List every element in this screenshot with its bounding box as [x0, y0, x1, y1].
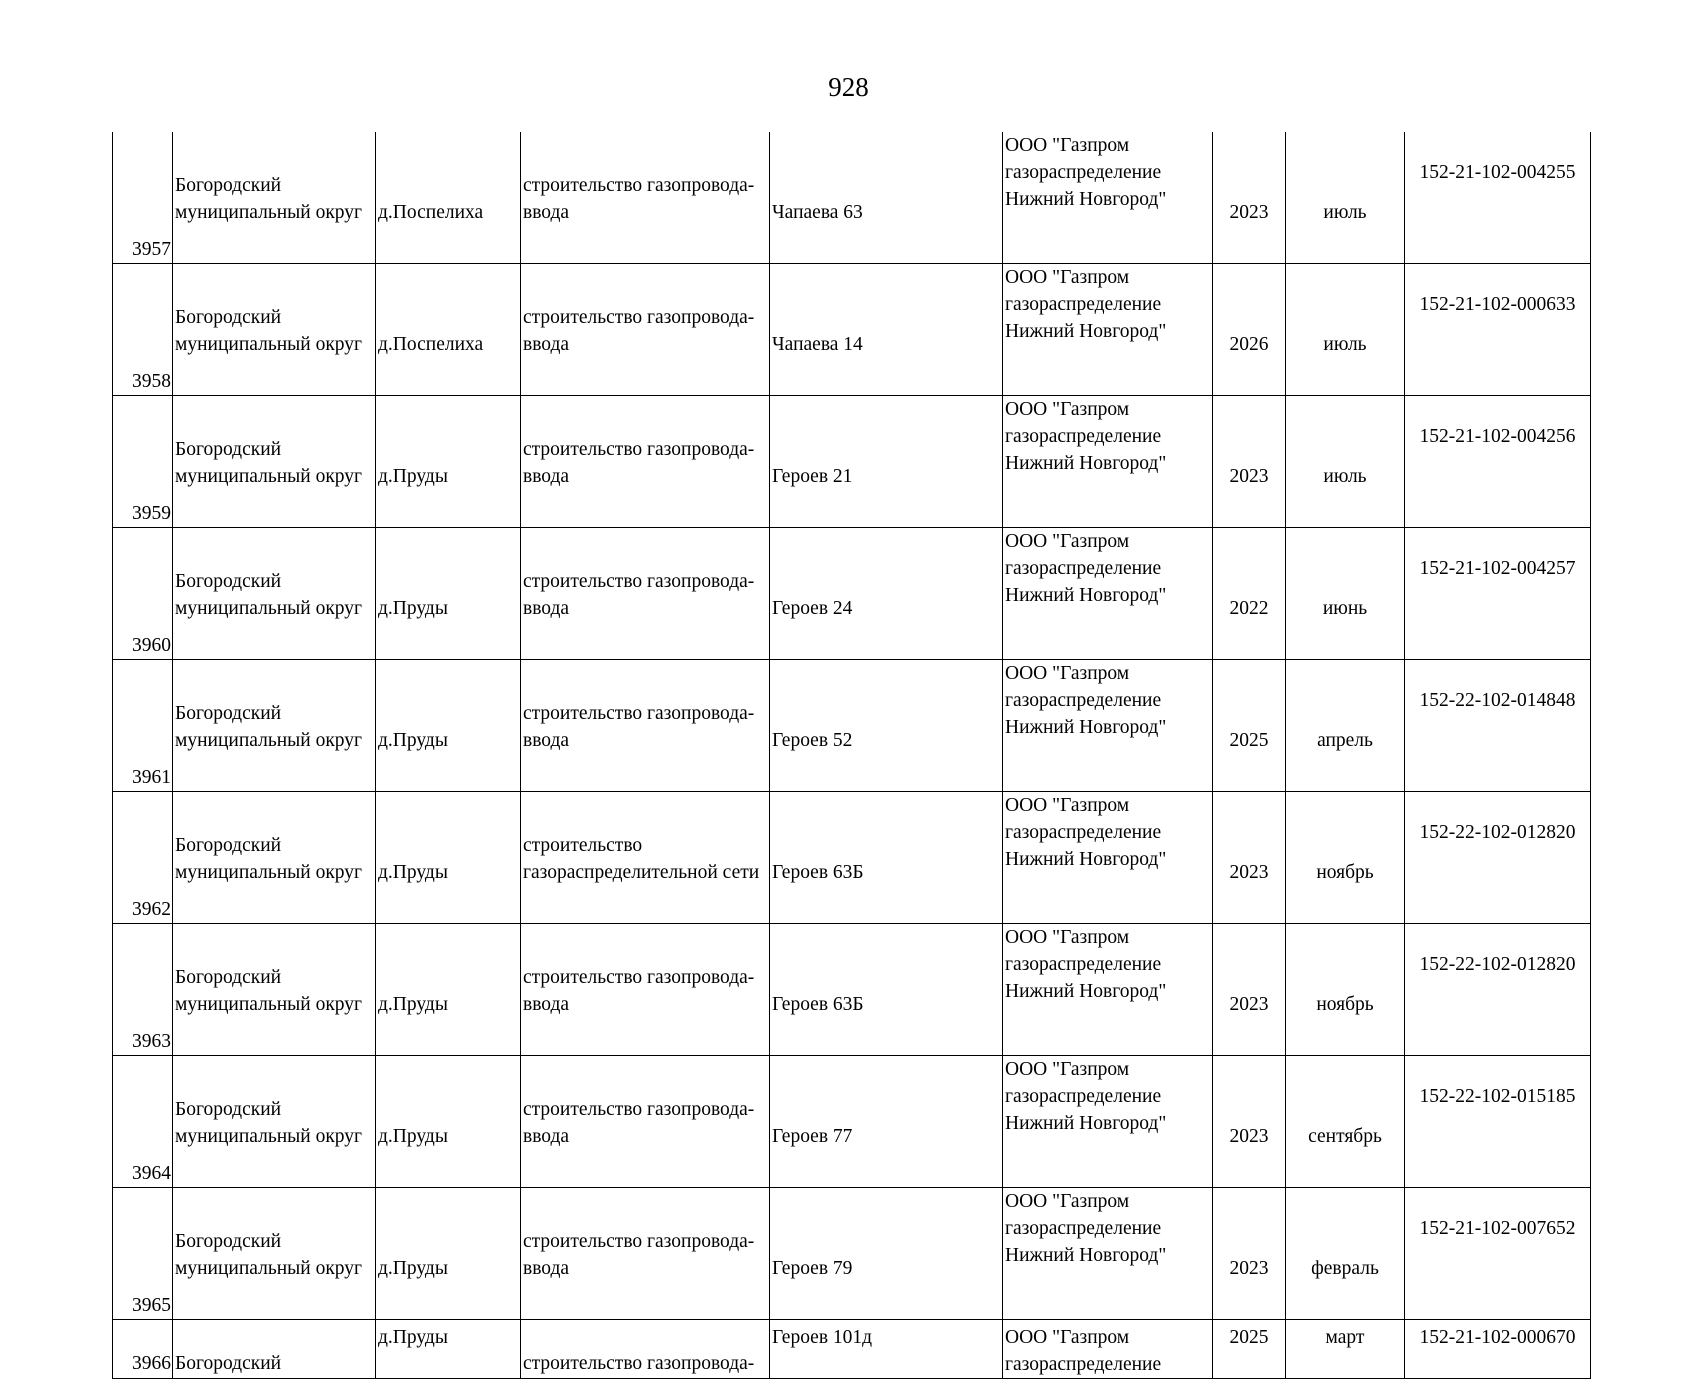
row-number: 3962 — [113, 792, 173, 924]
page-number: 928 — [828, 72, 869, 102]
village-cell: д.Пруды — [376, 528, 521, 660]
table-row — [113, 792, 1591, 924]
work-type-cell-line: строительство газопровода- — [523, 570, 755, 592]
district-cell-line: Богородский — [175, 966, 282, 988]
district-cell-line: муниципальный округ — [175, 1125, 363, 1147]
organization-cell-line: Нижний Новгород" — [1005, 1113, 1167, 1134]
organization-cell-line: ООО "Газпром — [1005, 1059, 1130, 1080]
year-cell: 2023 — [1213, 396, 1286, 528]
work-type-cell-line: строительство газопровода- — [523, 438, 755, 460]
district-cell-line: муниципальный округ — [175, 597, 363, 619]
district-cell-line: Богородский — [175, 174, 282, 196]
organization-cell-line: газораспределение — [1005, 162, 1162, 183]
organization-cell-line: газораспределение — [1005, 822, 1162, 843]
code-cell: 152-21-102-004257 — [1405, 528, 1591, 660]
code-cell: 152-22-102-014848 — [1405, 660, 1591, 792]
organization-cell — [1003, 396, 1213, 528]
district-cell — [173, 396, 376, 528]
village-cell: д.Пруды — [376, 1056, 521, 1188]
district-cell-line: муниципальный округ — [175, 861, 363, 883]
organization-cell-line: Нижний Новгород" — [1005, 1245, 1167, 1266]
district-cell — [173, 264, 376, 396]
table-row — [113, 660, 1591, 792]
year-cell: 2023 — [1213, 1056, 1286, 1188]
table-body — [113, 132, 1591, 1379]
year-cell: 2026 — [1213, 264, 1286, 396]
work-type-cell-line: ввода — [523, 465, 570, 487]
address-cell: Героев 52 — [770, 660, 1003, 792]
work-type-cell-line: строительство газопровода- — [523, 1098, 755, 1120]
district-cell — [173, 528, 376, 660]
organization-cell-line: ООО "Газпром — [1005, 795, 1130, 816]
month-cell: ноябрь — [1286, 792, 1405, 924]
work-type-cell-line: строительство газопровода- — [523, 174, 755, 196]
address-cell: Героев 24 — [770, 528, 1003, 660]
district-cell: Богородский — [173, 1320, 376, 1379]
month-cell: февраль — [1286, 1188, 1405, 1320]
organization-cell — [1003, 924, 1213, 1056]
year-cell: 2023 — [1213, 924, 1286, 1056]
work-type-cell-line: ввода — [523, 993, 570, 1015]
district-cell-line: Богородский — [175, 1230, 282, 1252]
organization-cell-line: ООО "Газпром — [1005, 399, 1130, 420]
year-cell: 2023 — [1213, 1188, 1286, 1320]
district-cell-line: муниципальный округ — [175, 201, 363, 223]
work-type-cell-line: ввода — [523, 729, 570, 751]
organization-cell-line: Нижний Новгород" — [1005, 189, 1167, 210]
month-cell: апрель — [1286, 660, 1405, 792]
organization-cell — [1003, 1188, 1213, 1320]
address-cell: Героев 77 — [770, 1056, 1003, 1188]
work-type-cell-line: строительство газопровода- — [523, 1230, 755, 1252]
table-row — [113, 1188, 1591, 1320]
row-number: 3960 — [113, 528, 173, 660]
work-type-cell — [521, 792, 770, 924]
code-cell: 152-22-102-012820 — [1405, 924, 1591, 1056]
code-cell: 152-21-102-004255 — [1405, 132, 1591, 264]
work-type-cell-line: строительство — [523, 834, 643, 856]
work-type-cell-line: ввода — [523, 597, 570, 619]
code-cell: 152-21-102-007652 — [1405, 1188, 1591, 1320]
code-cell: 152-21-102-000670 — [1405, 1320, 1591, 1379]
month-cell: март — [1286, 1320, 1405, 1379]
district-cell-line: муниципальный округ — [175, 993, 363, 1015]
code-cell: 152-21-102-000633 — [1405, 264, 1591, 396]
organization-cell — [1003, 528, 1213, 660]
work-type-cell-line: ввода — [523, 1257, 570, 1279]
row-number: 3965 — [113, 1188, 173, 1320]
work-type-cell: строительство газопровода- — [521, 1320, 770, 1379]
organization-cell-line: газораспределение — [1005, 294, 1162, 315]
month-cell: июль — [1286, 396, 1405, 528]
month-cell: июнь — [1286, 528, 1405, 660]
gasification-table — [112, 132, 1591, 1379]
organization-cell-line: газораспределение — [1005, 426, 1162, 447]
table-row — [113, 528, 1591, 660]
organization-cell-line: Нижний Новгород" — [1005, 849, 1167, 870]
organization-cell — [1003, 660, 1213, 792]
organization-cell-line: газораспределение — [1005, 954, 1162, 975]
organization-cell-line: Нижний Новгород" — [1005, 321, 1167, 342]
work-type-cell — [521, 660, 770, 792]
month-cell: июль — [1286, 132, 1405, 264]
month-cell: сентябрь — [1286, 1056, 1405, 1188]
month-cell: ноябрь — [1286, 924, 1405, 1056]
village-cell: д.Пруды — [376, 660, 521, 792]
organization-cell — [1003, 1056, 1213, 1188]
table-row — [113, 1320, 1591, 1379]
village-cell: д.Поспелиха — [376, 264, 521, 396]
work-type-cell — [521, 1056, 770, 1188]
table-row — [113, 924, 1591, 1056]
village-cell: д.Пруды — [376, 396, 521, 528]
work-type-cell-line: строительство газопровода- — [523, 966, 755, 988]
table-row — [113, 264, 1591, 396]
organization-cell — [1003, 1320, 1213, 1379]
gasification-table-wrapper — [112, 132, 1590, 1375]
work-type-cell-line: ввода — [523, 201, 570, 223]
row-number: 3963 — [113, 924, 173, 1056]
district-cell-line: муниципальный округ — [175, 729, 363, 751]
village-cell: д.Пруды — [376, 1320, 521, 1379]
district-cell-line: Богородский — [175, 834, 282, 856]
village-cell: д.Пруды — [376, 924, 521, 1056]
address-cell: Героев 63Б — [770, 924, 1003, 1056]
district-cell-line: Богородский — [175, 570, 282, 592]
district-cell — [173, 924, 376, 1056]
row-number: 3964 — [113, 1056, 173, 1188]
district-cell-line: Богородский — [175, 702, 282, 724]
organization-cell-line: ООО "Газпром — [1005, 927, 1130, 948]
organization-cell-line: ООО "Газпром — [1005, 1327, 1130, 1348]
organization-cell-line: газораспределение — [1005, 690, 1162, 711]
address-cell: Героев 63Б — [770, 792, 1003, 924]
work-type-cell-line: ввода — [523, 1125, 570, 1147]
work-type-cell — [521, 264, 770, 396]
district-cell-line: муниципальный округ — [175, 465, 363, 487]
table-row — [113, 1056, 1591, 1188]
village-cell: д.Пруды — [376, 1188, 521, 1320]
organization-cell-line: ООО "Газпром — [1005, 135, 1130, 156]
address-cell: Чапаева 63 — [770, 132, 1003, 264]
year-cell: 2023 — [1213, 792, 1286, 924]
district-cell — [173, 1056, 376, 1188]
work-type-cell-line: ввода — [523, 333, 570, 355]
organization-cell-line: ООО "Газпром — [1005, 267, 1130, 288]
code-cell: 152-21-102-004256 — [1405, 396, 1591, 528]
district-cell-line: муниципальный округ — [175, 1257, 363, 1279]
district-cell-line: Богородский — [175, 1098, 282, 1120]
district-cell-line: муниципальный округ — [175, 333, 363, 355]
district-cell-line: Богородский — [175, 306, 282, 328]
work-type-cell-line: строительство газопровода- — [523, 702, 755, 724]
table-row — [113, 132, 1591, 264]
district-cell — [173, 660, 376, 792]
work-type-cell-line: газораспределительной сети — [523, 861, 760, 883]
work-type-cell-line: строительство газопровода- — [523, 306, 755, 328]
year-cell: 2023 — [1213, 132, 1286, 264]
table-row — [113, 396, 1591, 528]
organization-cell — [1003, 132, 1213, 264]
work-type-cell — [521, 132, 770, 264]
organization-cell-line: Нижний Новгород" — [1005, 981, 1167, 1002]
address-cell: Героев 21 — [770, 396, 1003, 528]
village-cell: д.Поспелиха — [376, 132, 521, 264]
address-cell: Героев 101д — [770, 1320, 1003, 1379]
code-cell: 152-22-102-012820 — [1405, 792, 1591, 924]
address-cell: Героев 79 — [770, 1188, 1003, 1320]
village-cell: д.Пруды — [376, 792, 521, 924]
district-cell — [173, 1188, 376, 1320]
organization-cell-line: газораспределение — [1005, 1086, 1162, 1107]
organization-cell — [1003, 792, 1213, 924]
district-cell-line: Богородский — [175, 438, 282, 460]
organization-cell-line: ООО "Газпром — [1005, 663, 1130, 684]
organization-cell-line: ООО "Газпром — [1005, 531, 1130, 552]
row-number: 3961 — [113, 660, 173, 792]
code-cell: 152-22-102-015185 — [1405, 1056, 1591, 1188]
district-cell — [173, 792, 376, 924]
year-cell: 2025 — [1213, 660, 1286, 792]
work-type-cell — [521, 1188, 770, 1320]
work-type-cell — [521, 924, 770, 1056]
row-number: 3966 — [113, 1320, 173, 1379]
row-number: 3959 — [113, 396, 173, 528]
organization-cell-line: Нижний Новгород" — [1005, 585, 1167, 606]
year-cell: 2022 — [1213, 528, 1286, 660]
address-cell: Чапаева 14 — [770, 264, 1003, 396]
organization-cell-line: газораспределение — [1005, 1354, 1162, 1375]
row-number: 3957 — [113, 132, 173, 264]
organization-cell-line: газораспределение — [1005, 1218, 1162, 1239]
year-cell: 2025 — [1213, 1320, 1286, 1379]
month-cell: июль — [1286, 264, 1405, 396]
work-type-cell — [521, 528, 770, 660]
organization-cell — [1003, 264, 1213, 396]
row-number: 3958 — [113, 264, 173, 396]
organization-cell-line: газораспределение — [1005, 558, 1162, 579]
organization-cell-line: ООО "Газпром — [1005, 1191, 1130, 1212]
district-cell — [173, 132, 376, 264]
work-type-cell — [521, 396, 770, 528]
organization-cell-line: Нижний Новгород" — [1005, 453, 1167, 474]
organization-cell-line: Нижний Новгород" — [1005, 717, 1167, 738]
